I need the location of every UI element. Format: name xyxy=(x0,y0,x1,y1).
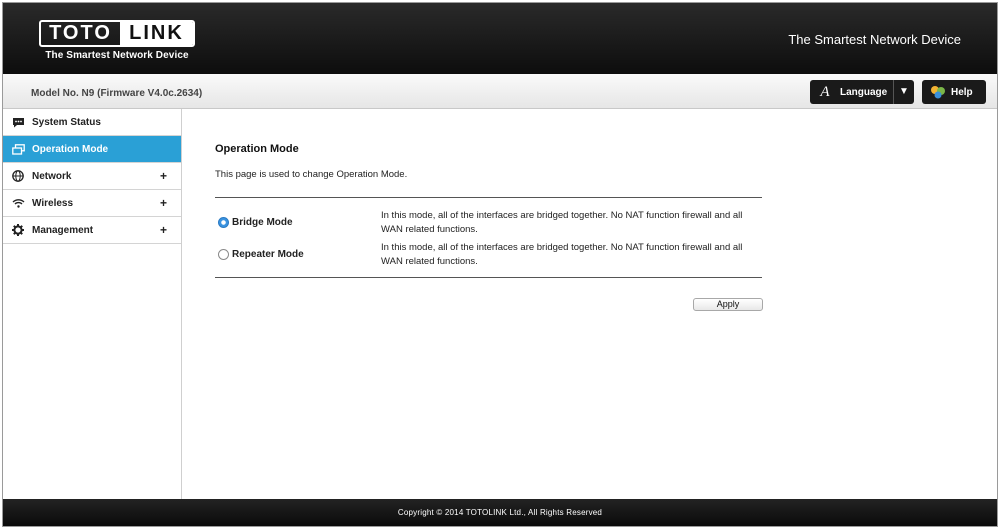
help-people-icon xyxy=(929,85,947,99)
chat-bubble-icon xyxy=(11,116,25,128)
sidebar-item-label: Network xyxy=(32,170,72,182)
expand-plus-icon[interactable]: + xyxy=(159,169,167,183)
sidebar-item-system-status[interactable] xyxy=(3,109,181,136)
page-description: This page is used to change Operation Mode. xyxy=(215,169,408,180)
language-icon: A xyxy=(820,83,830,100)
sidebar-item-label: Operation Mode xyxy=(32,143,109,155)
repeater-mode-label[interactable]: Repeater Mode xyxy=(232,249,304,260)
sidebar-item-label: Management xyxy=(32,224,94,236)
expand-plus-icon[interactable]: + xyxy=(159,223,167,237)
top-divider xyxy=(215,197,762,198)
model-bar xyxy=(3,74,997,109)
windows-icon xyxy=(11,143,25,155)
mode-row-bridge xyxy=(215,209,762,237)
copyright-text: Copyright © 2014 TOTOLINK Ltd., All Rights Reserved xyxy=(397,508,603,517)
chevron-down-icon[interactable]: ▼ xyxy=(893,80,914,104)
apply-button[interactable]: Apply xyxy=(693,298,763,311)
globe-icon xyxy=(11,170,25,182)
logo-toto: TOTO xyxy=(49,22,112,44)
repeater-mode-radio[interactable] xyxy=(218,249,229,260)
sidebar-item-label: Wireless xyxy=(32,197,74,209)
help-label: Help xyxy=(951,86,973,98)
header-slogan: The Smartest Network Device xyxy=(788,32,961,47)
bridge-mode-radio[interactable] xyxy=(218,217,229,228)
sidebar-item-network[interactable] xyxy=(3,163,181,190)
mode-row-repeater xyxy=(215,241,762,269)
bridge-mode-label[interactable]: Bridge Mode xyxy=(232,217,293,228)
header xyxy=(3,3,997,74)
bottom-divider xyxy=(215,277,762,278)
sidebar-item-label: System Status xyxy=(32,116,101,128)
gear-icon xyxy=(11,224,25,236)
logo-tagline: The Smartest Network Device xyxy=(45,50,189,61)
logo-link: LINK xyxy=(120,22,193,45)
model-number: Model No. N9 (Firmware V4.0c.2634) xyxy=(31,88,203,99)
sidebar-item-wireless[interactable] xyxy=(3,190,181,217)
sidebar-item-management[interactable] xyxy=(3,217,181,244)
repeater-mode-description: In this mode, all of the interfaces are bridged together. No NAT function firewall and all WAN related functions. xyxy=(381,242,743,267)
logo-box xyxy=(39,20,195,47)
language-button[interactable] xyxy=(810,80,914,104)
help-button[interactable] xyxy=(922,80,986,104)
footer xyxy=(3,499,997,526)
sidebar-item-operation-mode[interactable] xyxy=(3,136,181,163)
bridge-mode-description: In this mode, all of the interfaces are bridged together. No NAT function firewall and all WAN related functions. xyxy=(381,210,743,235)
sidebar xyxy=(3,109,182,499)
main-content xyxy=(183,109,997,499)
router-admin-window xyxy=(2,2,998,527)
expand-plus-icon[interactable]: + xyxy=(159,196,167,210)
language-label: Language xyxy=(840,86,888,98)
totolink-logo xyxy=(39,20,195,61)
wifi-icon xyxy=(11,197,25,209)
page-title: Operation Mode xyxy=(215,143,299,155)
